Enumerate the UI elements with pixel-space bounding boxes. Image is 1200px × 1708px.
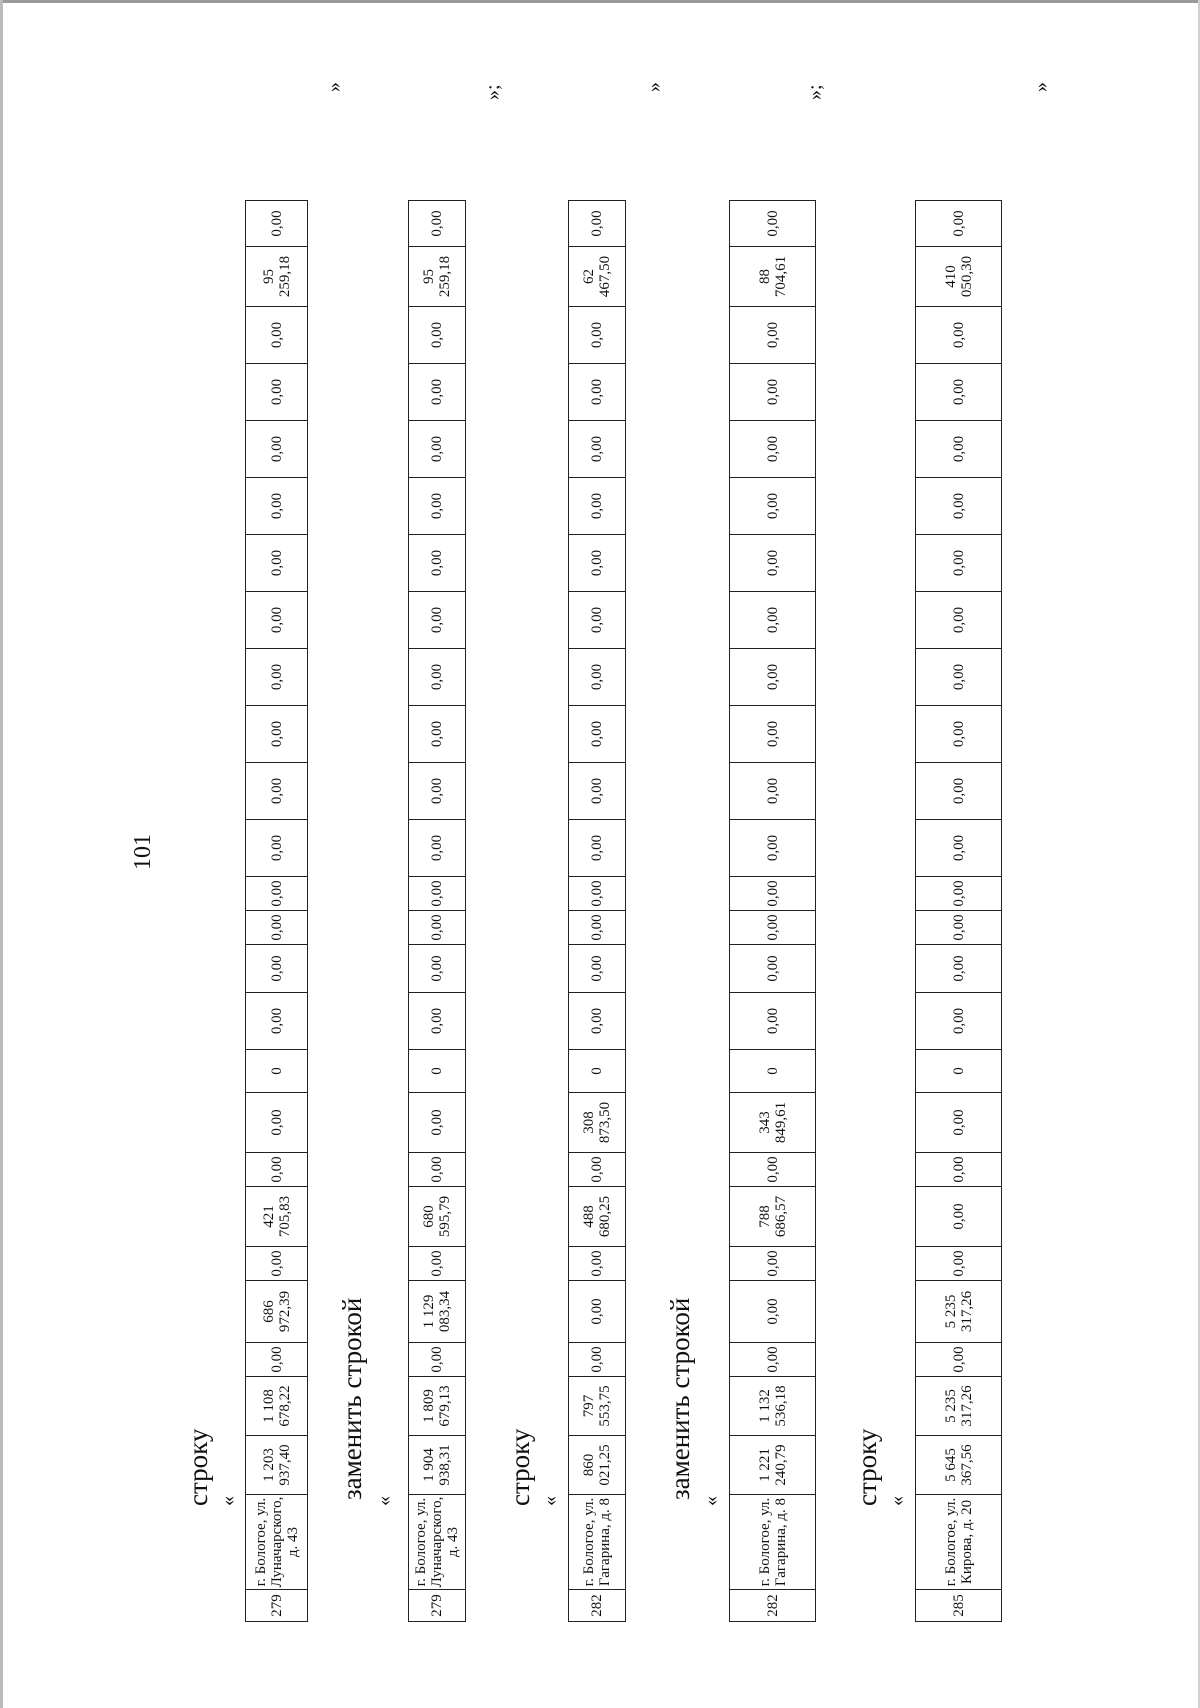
value-cell: 0,00 — [246, 1343, 308, 1377]
value-cell: 343 849,61 — [730, 1093, 816, 1153]
value-cell: 0,00 — [916, 763, 1002, 820]
value-cell: 0,00 — [246, 945, 308, 993]
value-cell: 0,00 — [569, 993, 626, 1050]
value-cell: 0,00 — [916, 911, 1002, 945]
value-cell: 0,00 — [569, 706, 626, 763]
value-cell: 0,00 — [916, 649, 1002, 706]
value-cell: 0,00 — [246, 877, 308, 911]
row-number-cell: 279 — [246, 1590, 308, 1622]
value-cell: 0,00 — [730, 945, 816, 993]
value-cell: 0,00 — [409, 364, 466, 421]
value-cell: 0,00 — [730, 201, 816, 247]
value-cell: 0,00 — [569, 307, 626, 364]
value-cell: 0,00 — [730, 649, 816, 706]
value-cell: 0,00 — [730, 421, 816, 478]
address-cell: г. Бологое, ул. Луначарского, д. 43 — [246, 1495, 308, 1590]
value-cell: 0,00 — [409, 421, 466, 478]
value-cell: 1 129 083,34 — [409, 1281, 466, 1343]
closing-quote: » — [1030, 82, 1052, 92]
value-cell: 0,00 — [916, 706, 1002, 763]
value-cell: 0,00 — [409, 820, 466, 877]
value-cell: 0,00 — [569, 421, 626, 478]
value-cell: 0,00 — [409, 911, 466, 945]
value-cell: 0,00 — [569, 763, 626, 820]
value-cell: 0 — [916, 1050, 1002, 1093]
value-cell: 0,00 — [730, 1343, 816, 1377]
value-cell: 0,00 — [409, 706, 466, 763]
row-number-cell: 279 — [409, 1590, 466, 1622]
value-cell: 0,00 — [246, 201, 308, 247]
open-quote: « — [217, 1496, 239, 1506]
address-cell: г. Бологое, ул. Кирова, д. 20 — [916, 1495, 1002, 1590]
value-cell: 0,00 — [916, 592, 1002, 649]
open-quote: « — [700, 1496, 722, 1506]
value-cell: 1 203 937,40 — [246, 1436, 308, 1495]
closing-quote: »; — [482, 84, 504, 100]
value-cell: 410 050,30 — [916, 247, 1002, 307]
value-cell: 1 132 536,18 — [730, 1377, 816, 1436]
table-row — [730, 201, 816, 1622]
value-cell: 0,00 — [569, 364, 626, 421]
value-cell: 0,00 — [730, 1247, 816, 1281]
value-cell: 88 704,61 — [730, 247, 816, 307]
value-cell: 0,00 — [916, 364, 1002, 421]
open-quote: « — [539, 1496, 561, 1506]
value-cell: 0,00 — [569, 1247, 626, 1281]
value-cell: 1 221 240,79 — [730, 1436, 816, 1495]
value-cell: 0,00 — [916, 1187, 1002, 1247]
value-cell: 95 259,18 — [409, 247, 466, 307]
address-cell: г. Бологое, ул. Гагарина, д. 8 — [730, 1495, 816, 1590]
row-number-cell: 282 — [569, 1590, 626, 1622]
data-table — [245, 200, 308, 1622]
value-cell: 0,00 — [730, 993, 816, 1050]
row-number-cell: 285 — [916, 1590, 1002, 1622]
value-cell: 0,00 — [569, 945, 626, 993]
value-cell: 1 108 678,22 — [246, 1377, 308, 1436]
value-cell: 0,00 — [409, 307, 466, 364]
value-cell: 0,00 — [916, 1093, 1002, 1153]
table-row — [246, 201, 308, 1622]
value-cell: 0,00 — [246, 706, 308, 763]
open-quote: « — [886, 1496, 908, 1506]
value-cell: 0,00 — [916, 201, 1002, 247]
value-cell: 0,00 — [409, 649, 466, 706]
value-cell: 0,00 — [730, 592, 816, 649]
data-table — [729, 200, 816, 1622]
data-table — [408, 200, 466, 1622]
value-cell: 0,00 — [409, 1093, 466, 1153]
value-cell: 0,00 — [246, 478, 308, 535]
block-label: заменить строкой — [665, 1297, 695, 1500]
value-cell: 0,00 — [569, 820, 626, 877]
value-cell: 0,00 — [246, 763, 308, 820]
closing-quote: » — [323, 82, 345, 92]
value-cell: 0,00 — [569, 478, 626, 535]
value-cell: 788 686,57 — [730, 1187, 816, 1247]
value-cell: 0,00 — [246, 592, 308, 649]
value-cell: 0,00 — [730, 1153, 816, 1187]
value-cell: 0,00 — [409, 945, 466, 993]
block-label: заменить строкой — [337, 1297, 367, 1500]
block-label: строку — [852, 1428, 882, 1506]
value-cell: 0,00 — [409, 763, 466, 820]
value-cell: 308 873,50 — [569, 1093, 626, 1153]
value-cell: 0,00 — [246, 993, 308, 1050]
value-cell: 0,00 — [409, 478, 466, 535]
value-cell: 0,00 — [409, 877, 466, 911]
value-cell: 0,00 — [916, 1247, 1002, 1281]
value-cell: 0,00 — [569, 877, 626, 911]
value-cell: 0 — [409, 1050, 466, 1093]
value-cell: 0,00 — [246, 307, 308, 364]
value-cell: 5 235 317,26 — [916, 1377, 1002, 1436]
value-cell: 0,00 — [246, 649, 308, 706]
value-cell: 0,00 — [730, 307, 816, 364]
value-cell: 0,00 — [246, 1153, 308, 1187]
value-cell: 0,00 — [569, 1153, 626, 1187]
value-cell: 0,00 — [916, 1343, 1002, 1377]
value-cell: 0,00 — [916, 993, 1002, 1050]
data-table — [568, 200, 626, 1622]
value-cell: 0,00 — [246, 364, 308, 421]
table-row — [569, 201, 626, 1622]
value-cell: 0,00 — [246, 911, 308, 945]
value-cell: 0 — [246, 1050, 308, 1093]
value-cell: 0,00 — [246, 535, 308, 592]
table-row — [916, 201, 1002, 1622]
value-cell: 860 021,25 — [569, 1436, 626, 1495]
value-cell: 0 — [569, 1050, 626, 1093]
value-cell: 0 — [730, 1050, 816, 1093]
value-cell: 0,00 — [409, 592, 466, 649]
value-cell: 488 680,25 — [569, 1187, 626, 1247]
value-cell: 0,00 — [916, 877, 1002, 911]
value-cell: 0,00 — [409, 1153, 466, 1187]
value-cell: 0,00 — [246, 820, 308, 877]
value-cell: 0,00 — [916, 535, 1002, 592]
value-cell: 0,00 — [246, 421, 308, 478]
value-cell: 62 467,50 — [569, 247, 626, 307]
value-cell: 0,00 — [916, 307, 1002, 364]
value-cell: 1 904 938,31 — [409, 1436, 466, 1495]
value-cell: 686 972,39 — [246, 1281, 308, 1343]
value-cell: 0,00 — [916, 478, 1002, 535]
value-cell: 0,00 — [246, 1247, 308, 1281]
value-cell: 0,00 — [730, 535, 816, 592]
value-cell: 0,00 — [409, 1343, 466, 1377]
value-cell: 0,00 — [569, 201, 626, 247]
value-cell: 95 259,18 — [246, 247, 308, 307]
value-cell: 5 645 367,56 — [916, 1436, 1002, 1495]
table-row — [409, 201, 466, 1622]
address-cell: г. Бологое, ул. Луначарского, д. 43 — [409, 1495, 466, 1590]
value-cell: 0,00 — [569, 649, 626, 706]
value-cell: 0,00 — [730, 763, 816, 820]
data-table — [915, 200, 1002, 1622]
value-cell: 5 235 317,26 — [916, 1281, 1002, 1343]
value-cell: 0,00 — [730, 911, 816, 945]
value-cell: 0,00 — [916, 1153, 1002, 1187]
value-cell: 0,00 — [409, 201, 466, 247]
value-cell: 0,00 — [730, 877, 816, 911]
value-cell: 0,00 — [569, 911, 626, 945]
value-cell: 0,00 — [569, 592, 626, 649]
value-cell: 0,00 — [730, 364, 816, 421]
block-label: строку — [183, 1428, 213, 1506]
value-cell: 0,00 — [569, 1281, 626, 1343]
open-quote: « — [373, 1496, 395, 1506]
value-cell: 0,00 — [569, 535, 626, 592]
address-cell: г. Бологое, ул. Гагарина, д. 8 — [569, 1495, 626, 1590]
value-cell: 0,00 — [730, 478, 816, 535]
value-cell: 0,00 — [730, 820, 816, 877]
value-cell: 0,00 — [409, 535, 466, 592]
value-cell: 0,00 — [409, 1247, 466, 1281]
closing-quote: »; — [804, 84, 826, 100]
closing-quote: » — [643, 82, 665, 92]
value-cell: 421 705,83 — [246, 1187, 308, 1247]
value-cell: 0,00 — [916, 421, 1002, 478]
page-number: 101 — [130, 834, 156, 870]
value-cell: 0,00 — [569, 1343, 626, 1377]
block-label: строку — [505, 1428, 535, 1506]
value-cell: 0,00 — [916, 820, 1002, 877]
value-cell: 797 553,75 — [569, 1377, 626, 1436]
value-cell: 0,00 — [409, 993, 466, 1050]
value-cell: 1 809 679,13 — [409, 1377, 466, 1436]
value-cell: 680 595,79 — [409, 1187, 466, 1247]
value-cell: 0,00 — [916, 945, 1002, 993]
value-cell: 0,00 — [246, 1093, 308, 1153]
value-cell: 0,00 — [730, 1281, 816, 1343]
value-cell: 0,00 — [730, 706, 816, 763]
row-number-cell: 282 — [730, 1590, 816, 1622]
